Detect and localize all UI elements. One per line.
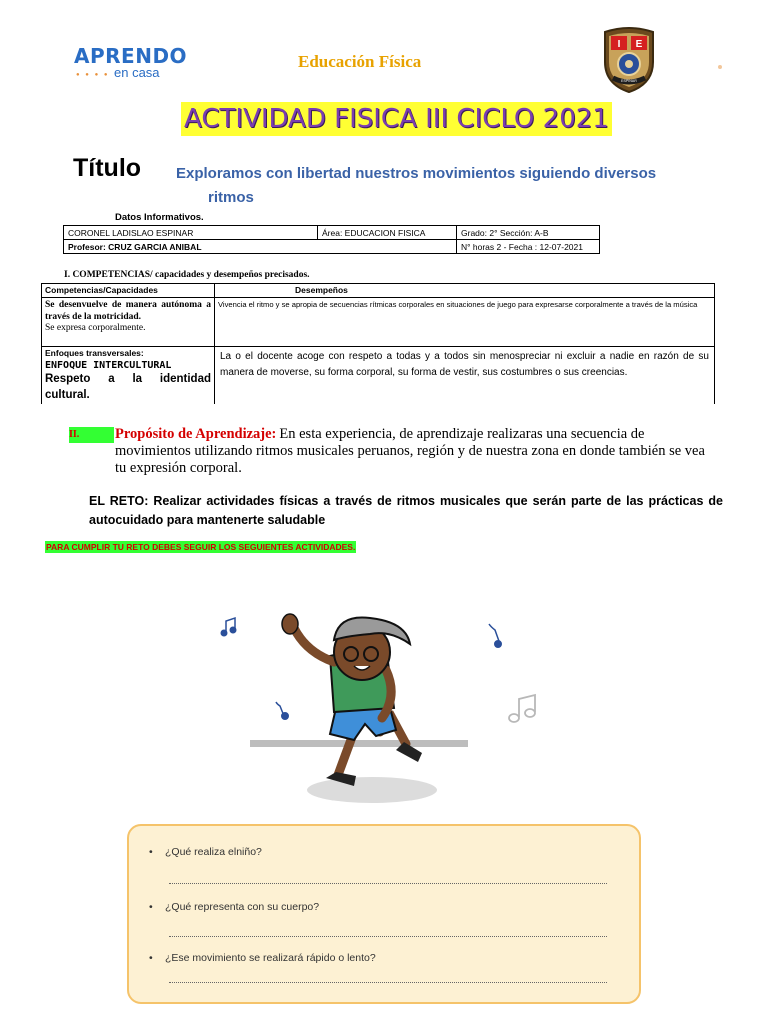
enfoque-label: Enfoques transversales: [45, 348, 144, 358]
school-cell: CORONEL LADISLAO ESPINAR [64, 226, 318, 240]
competencia-text: Se desenvuelve de manera autónoma a través de la motricidad. [45, 300, 211, 322]
competencias-table [41, 283, 715, 404]
question-item [149, 952, 376, 964]
desempeno-cell: Vivencia el ritmo y se apropia de secuencias rítmicas corporales en situaciones de juego para expresarse corporalmente a través de la música [215, 298, 715, 347]
proposito-label: Propósito de Aprendizaje: [115, 426, 277, 442]
question-item [149, 846, 262, 858]
answer-line[interactable] [169, 981, 607, 983]
question-text: ¿Qué representa con su cuerpo? [165, 901, 320, 913]
logo-main-text: APRENDO [74, 44, 188, 68]
main-title: ACTIVIDAD FISICA III CICLO 2021 [181, 102, 612, 136]
music-note-outline-icon [509, 695, 535, 722]
question-item [149, 901, 319, 913]
titulo-text-line1: Exploramos con libertad nuestros movimientos siguiendo diversos [176, 165, 657, 182]
grado-cell: Grado: 2° Sección: A-B [457, 226, 600, 240]
cumplir-reto-banner: PARA CUMPLIR TU RETO DEBES SEGUIR LOS SEGUIENTES ACTIVIDADES. [46, 542, 356, 552]
table-row [42, 284, 715, 298]
competencia-cell [42, 298, 215, 347]
crest-band-text: ESPINAR [621, 79, 637, 83]
profesor-cell [64, 240, 457, 254]
music-note-icon [221, 618, 236, 636]
area-cell: Área: EDUCACION FISICA [318, 226, 457, 240]
music-note-icon [276, 702, 289, 720]
table-row [64, 240, 600, 254]
titulo-text-line2: ritmos [208, 189, 254, 206]
crest-letter-i: I [617, 39, 621, 50]
proposito-text: En esta experiencia, de aprendizaje realizaras una secuencia de movimientos utilizando ritmos musicales peruanos, región y de nuestra zona en donde también se vea tu expresión corporal. [115, 426, 705, 476]
enfoque-cell [42, 347, 215, 405]
table-row [42, 347, 715, 405]
crest-letter-e: E [635, 39, 643, 50]
answer-line[interactable] [169, 882, 607, 884]
enfoque-desempeno-cell: La o el docente acoge con respeto a todas y a todos sin menospreciar ni excluir a nadie en razón de su manera de moverse, su forma corporal, su forma de vestir, sus costumbres o sus creencias. [215, 347, 715, 405]
datos-informativos-label: Datos Informativos. [115, 212, 204, 223]
questions-box [127, 824, 641, 1004]
profesor-label: Profesor: [68, 241, 106, 252]
dancing-boy-illustration [210, 600, 560, 810]
bullet: • [149, 901, 153, 913]
datos-informativos-table [63, 225, 600, 254]
bullet: • [149, 952, 153, 964]
table-row [64, 226, 600, 240]
proposito-paragraph [115, 426, 715, 477]
aprendo-en-casa-logo [74, 44, 188, 86]
col-header-competencias: Competencias/Capacidades [42, 284, 215, 298]
music-note-icon [489, 624, 502, 648]
bullet: • [149, 846, 153, 858]
titulo-text [176, 162, 716, 210]
enfoque-name: ENFOQUE INTERCULTURAL [45, 360, 172, 371]
horas-cell: N° horas 2 - Fecha : 12-07-2021 [457, 240, 600, 254]
competencias-section-label: I. COMPETENCIAS/ capacidades y desempeños precisados. [64, 270, 310, 280]
question-text: ¿Ese movimiento se realizará rápido o lento? [165, 952, 376, 964]
school-crest-icon [601, 26, 657, 94]
capacidad-text: Se expresa corporalmente. [45, 323, 146, 333]
enfoque-valor: Respeto a la identidad cultural. [45, 373, 211, 401]
floor-line [250, 740, 468, 747]
titulo-label: Título [73, 154, 142, 182]
col-header-desempenos: Desempeños [215, 284, 715, 298]
decorative-dot [718, 65, 722, 69]
logo-dots-icon: ● ● ● ● [76, 72, 110, 78]
profesor-name: CRUZ GARCIA ANIBAL [108, 241, 202, 252]
question-text: ¿Qué realiza elniño? [165, 846, 262, 858]
logo-sub-text: en casa [114, 65, 160, 80]
section-number-ii: II. [69, 427, 114, 443]
table-row [42, 298, 715, 347]
floor-shadow [307, 777, 437, 803]
answer-line[interactable] [169, 935, 607, 937]
reto-paragraph: EL RETO: Realizar actividades físicas a través de ritmos musicales que serán parte de las prácticas de autocuidado para mantenerte saludable [89, 494, 723, 527]
subject-heading: Educación Física [298, 52, 422, 71]
